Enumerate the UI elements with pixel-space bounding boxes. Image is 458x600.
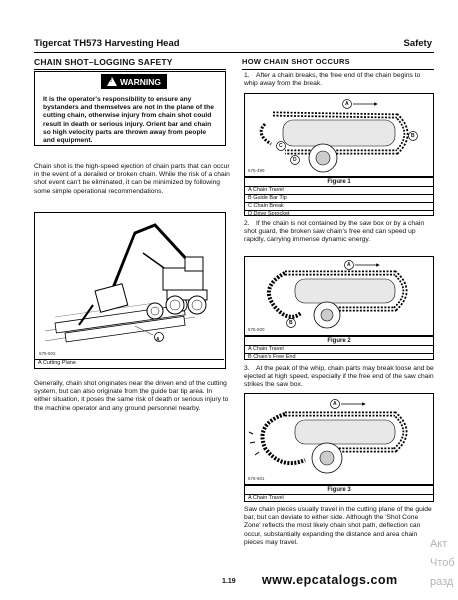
figure-3-title: Figure 3 (327, 487, 351, 493)
figure-1-illustration (244, 93, 434, 177)
saw-bar-diagram-3 (245, 394, 433, 484)
fig1-callout-a: A (345, 101, 349, 107)
figure-caption: A Cutting Plane (35, 359, 224, 367)
step-number: 2. (244, 220, 250, 227)
harvester-illustration (35, 213, 225, 359)
saw-bar-diagram-1 (245, 94, 433, 176)
figure-3-caption-table (244, 485, 434, 502)
figure-2-code: 575-500 (248, 327, 265, 332)
step-3 (244, 365, 434, 390)
step-text: If the chain is not contained by the saw box or by a chain shot guard, the broken saw chain's free end can speed up rapidly, carrying immense dynamic energy. (244, 220, 425, 244)
intro-paragraph: Chain shot is the high-speed ejection of chain parts that can occur in the event of a derailed or broken chain. While the risk of a chain shot event can't be eliminated, it can be minimized by following some simple operational recommendations. (34, 163, 230, 195)
step-number: 3. (244, 365, 250, 372)
warning-badge-label: WARNING (119, 76, 162, 87)
fig2-callout-a: A (347, 262, 351, 268)
fig1-callout-b: B (411, 133, 415, 139)
watermark-url: www.epcatalogs.com (262, 573, 398, 587)
figure-2-legend-item: B Chain's Free End (245, 353, 433, 361)
warning-text: It is the operator's responsibility to ensure any bystanders and themselves are not in the plane of the cutting chain, otherwise injury from chain shot could result in death or serious injury. Orient bar and chain so high velocity parts are thrown away from people and equipment. (43, 96, 214, 145)
figure-2-legend-item: A Chain Travel (245, 345, 433, 353)
figure-2-caption-table (244, 336, 434, 360)
fig1-callout-c: C (279, 143, 283, 149)
step-text: At the peak of the whip, chain parts may break loose and be ejected at high speed, especially if the free end of the saw chain strikes the saw box. (244, 365, 434, 389)
side-watermark-line: Чтоб (430, 557, 455, 569)
header-rule (34, 52, 434, 53)
warning-box (34, 71, 226, 146)
figure-3-illustration (244, 393, 434, 485)
cutting-plane-figure (34, 212, 226, 369)
callout-a-label: A (156, 337, 160, 343)
side-watermark-line: разд (430, 576, 454, 588)
document-title: Tigercat TH573 Harvesting Head (34, 38, 180, 49)
step-2 (244, 220, 434, 245)
section-title-how-chain-shot: HOW CHAIN SHOT OCCURS (242, 57, 434, 70)
figure-1-legend-item: C Chain Break (245, 202, 433, 210)
fig2-callout-b: B (289, 320, 293, 326)
figure-1-legend-item: A Chain Travel (245, 186, 433, 194)
figure-1-code: 575-499 (248, 168, 265, 173)
step-number: 1. (244, 72, 250, 79)
saw-bar-diagram-2 (245, 257, 433, 335)
fig1-callout-d: D (293, 157, 297, 163)
warning-badge (101, 74, 167, 89)
figure-1-caption-table (244, 177, 434, 216)
fig3-callout-a: A (333, 401, 337, 407)
section-name: Safety (403, 38, 432, 49)
page-number: 1.19 (222, 578, 236, 585)
saw-chain-paragraph: Saw chain pieces usually travel in the cutting plane of the guide bar, but can deviate to either side. Although the 'Shot Cone Zone' reflects the most likely chain shot path, deflection can occur, substantially expanding the distance and area chain pieces may travel. (244, 506, 432, 546)
step-text: After a chain breaks, the free end of the chain begins to whip away from the break. (244, 72, 421, 88)
side-watermark-line: Акт (430, 538, 448, 550)
origin-paragraph: Generally, chain shot originates near the driven end of the cutting system, but can also originate from the guide bar tip area. In either situation, it poses the same risk of death or serious injury to the machine operator and any ground personnel nearby. (34, 380, 229, 412)
figure-1-legend-item: D Drive Sprocket (245, 210, 433, 218)
figure-2-title: Figure 2 (327, 338, 351, 344)
figure-1-legend-item: B Guide Bar Tip (245, 194, 433, 202)
figure-1-title: Figure 1 (327, 179, 351, 185)
figure-3-legend-item: A Chain Travel (245, 494, 433, 502)
step-1 (244, 72, 434, 88)
figure-code: 575-502 (39, 351, 56, 356)
figure-2-illustration (244, 256, 434, 336)
figure-3-code: 575-501 (248, 476, 265, 481)
section-title-chain-shot: CHAIN SHOT–LOGGING SAFETY (34, 57, 226, 70)
warning-triangle-icon: ! (107, 77, 117, 86)
